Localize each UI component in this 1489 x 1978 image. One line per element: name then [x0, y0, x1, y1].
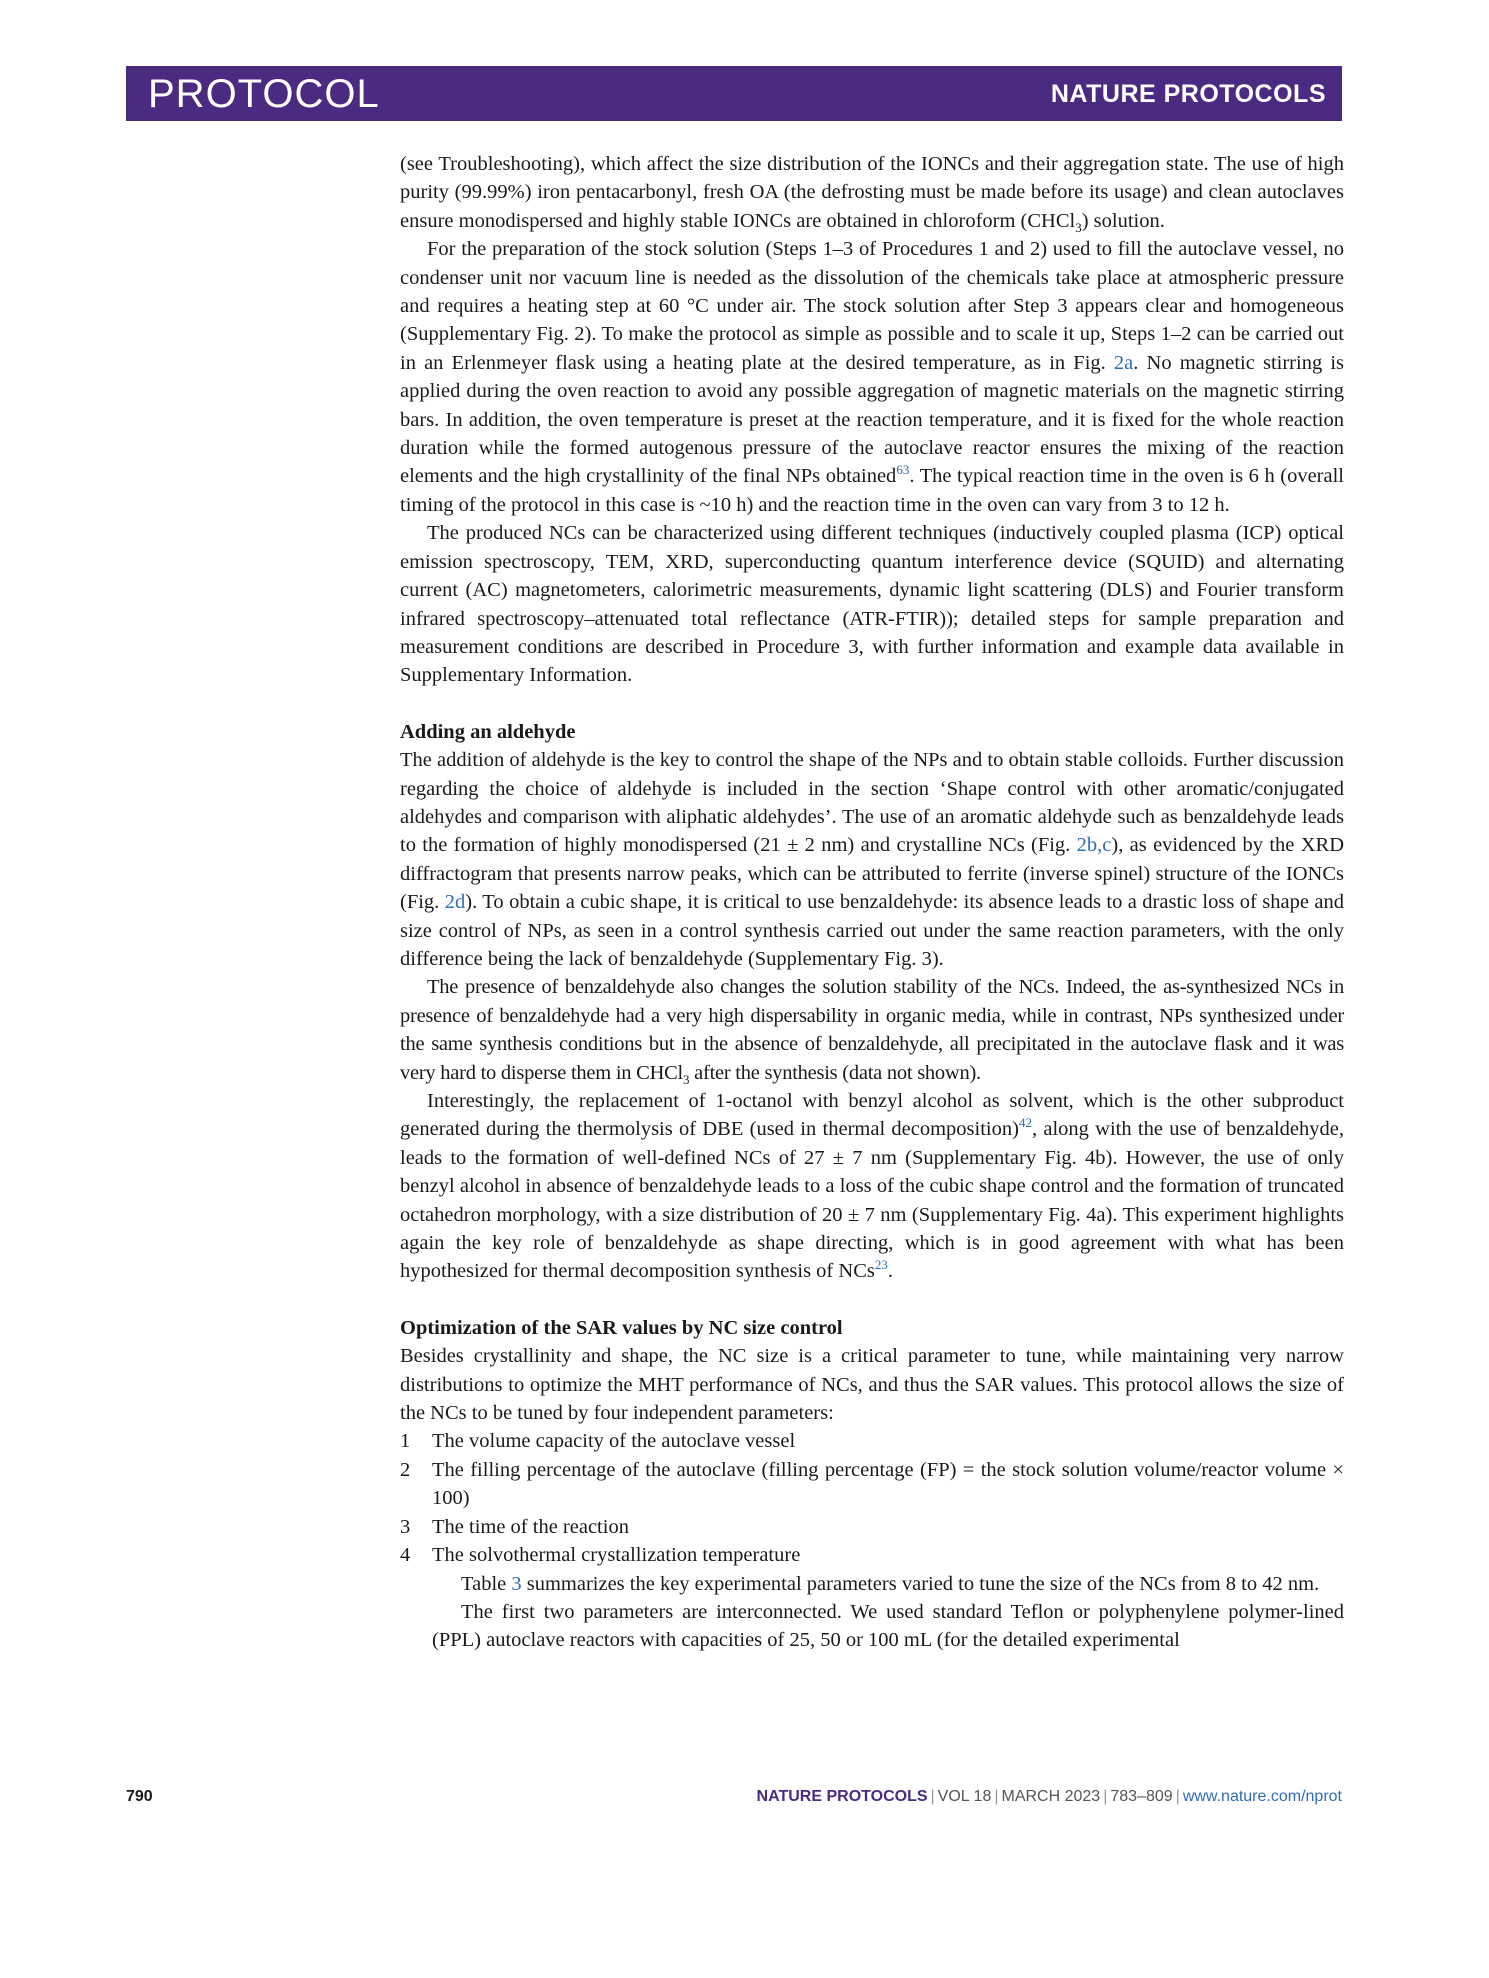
- paragraph: The produced NCs can be characterized using different techniques (inductively coupled plasma (ICP) optical emission spectroscopy, TEM, XRD, superconducting quantum interference device (SQUID) and alternating current (AC) magnetometers, calorimetric measurements, dynamic light scattering (DLS) and Fourier transform infrared spectroscopy–attenuated total reflectance (ATR-FTIR)); detailed steps for sample preparation and measurement conditions are described in Procedure 3, with further information and example data available in Supplementary Information.: [400, 522, 1344, 687]
- reference-link[interactable]: 23: [874, 1257, 888, 1273]
- paragraph: The first two parameters are interconnected. We used standard Teflon or polyphenylene polymer-lined (PPL) autoclave reactors with capacities of 25, 50 or 100 mL (for the detailed experimental: [432, 1600, 1344, 1652]
- paragraph: The presence of benzaldehyde also changes the solution stability of the NCs. Indeed, the as-synthesized NCs in presence of benzaldehyde had a very high dispersability in organic media, while in contrast, NPs synthesized under the same synthesis conditions but in the absence of benzaldehyde, all precipitated in the autoclave flask and it was very hard to disperse them in CHCl$_3$ after the synthesis (data not shown).: [400, 976, 1344, 1087]
- reference-link[interactable]: 42: [1018, 1115, 1032, 1131]
- paragraph: For the preparation of the stock solution (Steps 1–3 of Procedures 1 and 2) used to fill the autoclave vessel, no condenser unit nor vacuum line is needed as the dissolution of the chemicals take place at atmospheric pressure and requires a heating step at 60 °C under air. The stock solution after Step 3 appears clear and homogeneous (Supplementary Fig. 2). To make the protocol as simple as possible and to scale it up, Steps 1–2 can be carried out in an Erlenmeyer flask using a heating plate at the desired temperature, as in Fig. 2a. No magnetic stirring is applied during the oven reaction to avoid any possible aggregation of magnetic materials on the magnetic stirring bars. In addition, the oven temperature is preset at the reaction temperature, and it is fixed for the whole reaction duration while the formed autogenous pressure of the autoclave reactor ensures the mixing of the reaction elements and the high crystallinity of the final NPs obtained$^{63}$. The typical reaction time in the oven is 6 h (overall timing of the protocol in this case is ~10 h) and the reaction time in the oven can vary from 3 to 12 h.: [400, 238, 1344, 516]
- list-item: 1 The volume capacity of the autoclave vessel: [400, 1430, 796, 1453]
- indented-block: [400, 1570, 1344, 1655]
- figure-link[interactable]: 2b,c: [1076, 834, 1112, 857]
- page-header: [126, 66, 1342, 121]
- figure-link[interactable]: 2d: [444, 891, 466, 914]
- list-item: 2 The filling percentage of the autoclave (filling percentage (FP) = the stock solution volume/reactor volume × 100): [400, 1458, 1344, 1510]
- journal-label: NATURE PROTOCOLS: [1050, 80, 1326, 108]
- section-heading: Adding an aldehyde: [400, 720, 576, 743]
- paragraph: The addition of aldehyde is the key to control the shape of the NPs and to obtain stable colloids. Further discussion regarding the choice of aldehyde is included in the section ‘Shape control with other aromatic/conjugated aldehydes and comparison with aliphatic aldehydes’. The use of an aromatic aldehyde such as benzaldehyde leads to the formation of highly monodispersed (21 ± 2 nm) and crystalline NCs (Fig. 2b,c), as evidenced by the XRD diffractogram that presents narrow peaks, which can be attributed to ferrite (inverse spinel) structure of the IONCs (Fig. 2d). To obtain a cubic shape, it is critical to use benzaldehyde: its absence leads to a drastic loss of shape and size control of NPs, as seen in a control synthesis carried out under the same reaction parameters, with the only difference being the lack of benzaldehyde (Supplementary Fig. 3).: [400, 749, 1344, 970]
- citation-line: NATURE PROTOCOLS | VOL 18 | MARCH 2023 | 783–809 | www.nature.com/nprot: [756, 1788, 1342, 1805]
- paragraph: Besides crystallinity and shape, the NC size is a critical parameter to tune, while maintaining very narrow distributions to optimize the MHT performance of NCs, and thus the SAR values. This protocol allows the size of the NCs to be tuned by four independent parameters:: [400, 1345, 1344, 1425]
- paragraph: (see Troubleshooting), which affect the size distribution of the IONCs and their aggregation state. The use of high purity (99.99%) iron pentacarbonyl, fresh OA (the defrosting must be made before its usage) and clean autoclaves ensure monodispersed and highly stable IONCs are obtained in chloroform (CHCl$_3$) solution.: [400, 153, 1344, 235]
- numbered-list: [400, 1427, 1344, 1569]
- paragraph: Interestingly, the replacement of 1-octanol with benzyl alcohol as solvent, which is the other subproduct generated during the thermolysis of DBE (used in thermal decomposition)$^{42}$, along with the use of benzaldehyde, leads to the formation of well-defined NCs of 27 ± 7 nm (Supplementary Fig. 4b). However, the use of only benzyl alcohol in absence of benzaldehyde leads to a loss of the cubic shape control and the formation of truncated octahedron morphology, with a size distribution of 20 ± 7 nm (Supplementary Fig. 4a). This experiment highlights again the key role of benzaldehyde as shape directing, which is in good agreement with what has been hypothesized for thermal decomposition synthesis of NCs$^{23}$.: [400, 1090, 1344, 1283]
- section-label: PROTOCOL: [148, 72, 380, 116]
- list-item: 3 The time of the reaction: [400, 1515, 629, 1538]
- paragraph: Table 3 summarizes the key experimental parameters varied to tune the size of the NCs from 8 to 42 nm.: [461, 1572, 1320, 1595]
- section-heading: Optimization of the SAR values by NC size control: [400, 1316, 843, 1339]
- figure-link[interactable]: 2a: [1113, 351, 1134, 374]
- article-body: [400, 150, 1344, 1655]
- table-link[interactable]: 3: [511, 1572, 522, 1595]
- reference-link[interactable]: 63: [896, 462, 910, 478]
- page-footer: [126, 1788, 1342, 1818]
- page-number: 790: [126, 1788, 153, 1805]
- journal-url-link[interactable]: www.nature.com/nprot: [1182, 1788, 1342, 1805]
- list-item: 4 The solvothermal crystallization temperature: [400, 1544, 801, 1567]
